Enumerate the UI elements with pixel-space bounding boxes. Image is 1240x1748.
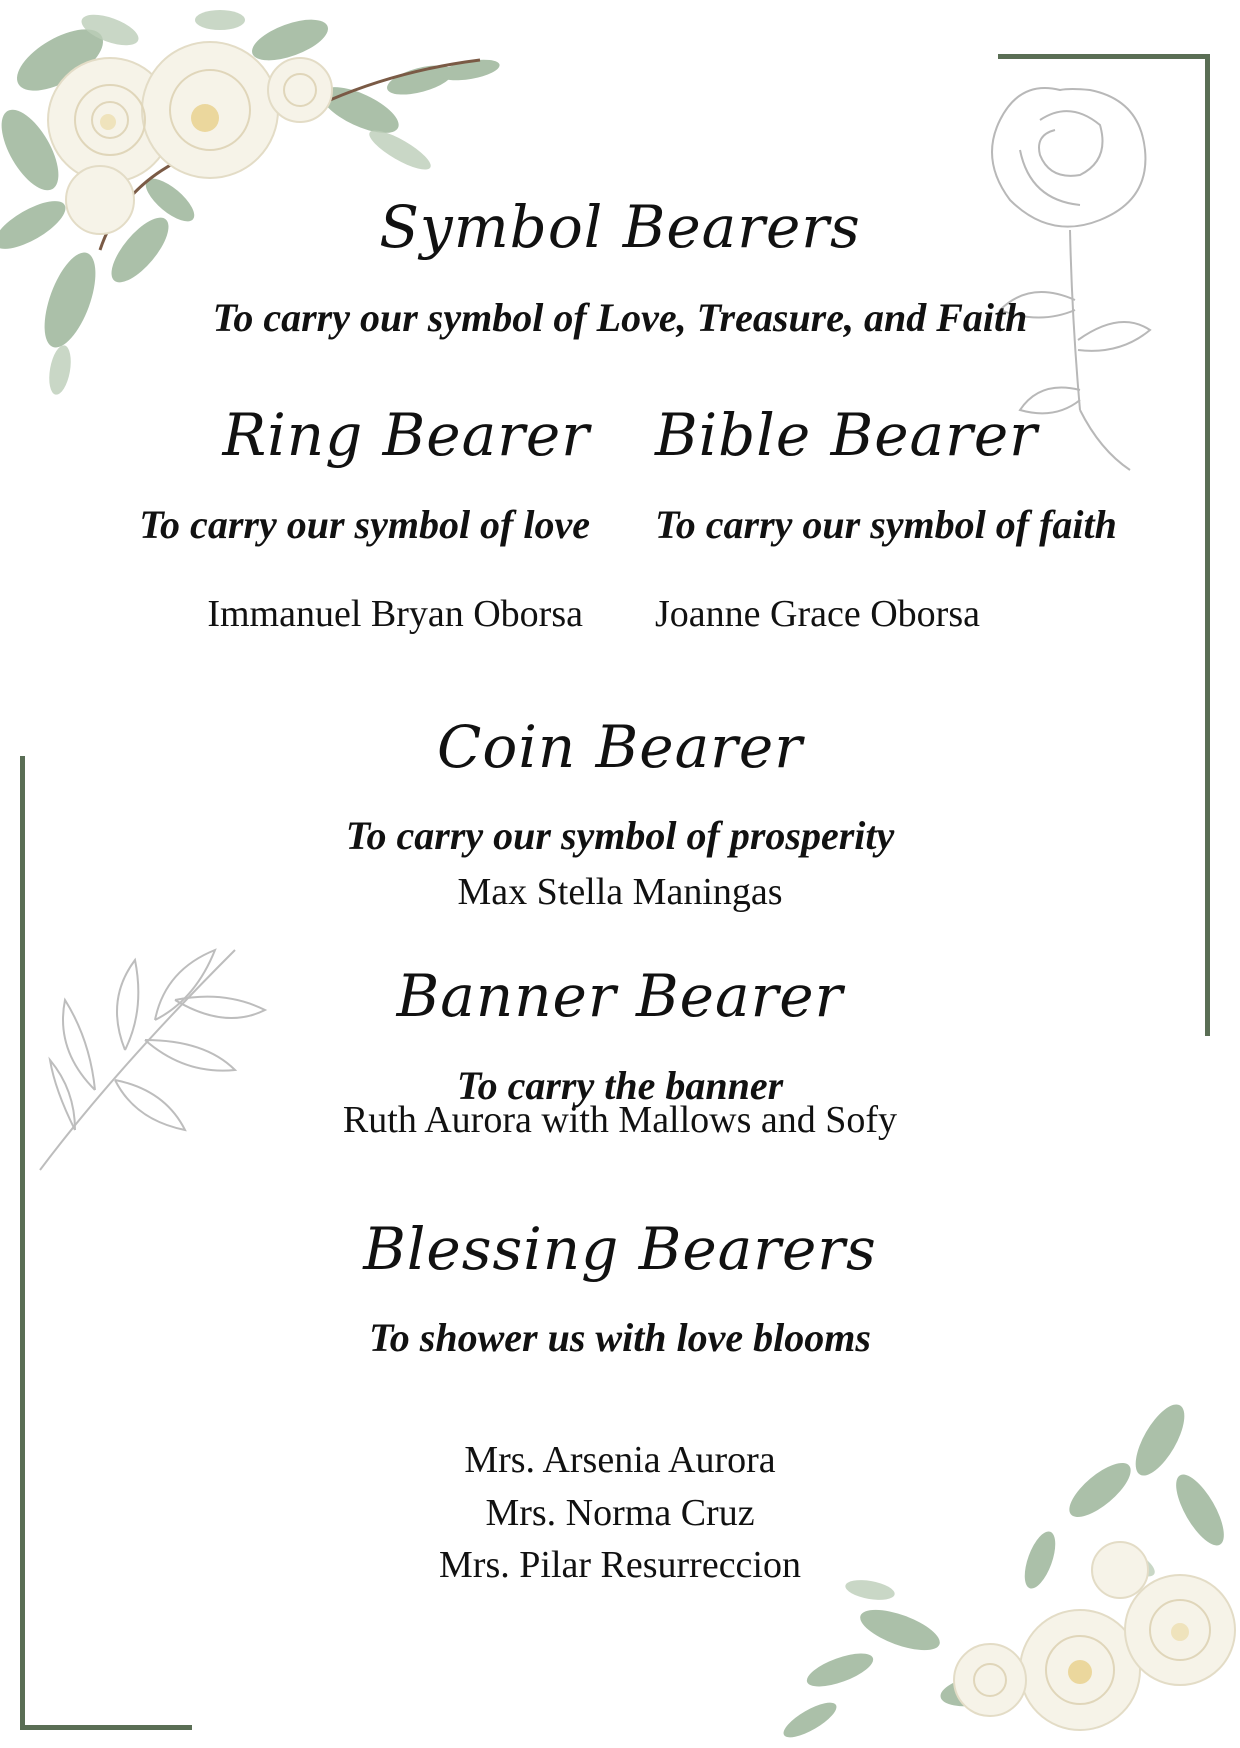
coin-bearer-name: Max Stella Maningas bbox=[457, 871, 783, 913]
coin-bearer-subtitle: To carry our symbol of prosperity bbox=[345, 813, 895, 858]
banner-bearer-name: Ruth Aurora with Mallows and Sofy bbox=[342, 1099, 898, 1141]
symbol-bearers-title: Symbol Bearers bbox=[379, 193, 861, 261]
blessing-bearer-name: Mrs. Pilar Resurreccion bbox=[439, 1544, 801, 1586]
bible-bearer-name: Joanne Grace Oborsa bbox=[655, 593, 980, 635]
ring-bearer-title: Ring Bearer bbox=[222, 401, 590, 469]
ring-bearer-subtitle: To carry our symbol of love bbox=[139, 502, 590, 547]
banner-bearer-subtitle: To carry the banner bbox=[456, 1063, 784, 1108]
frame-bottom-left-horizontal bbox=[20, 1725, 192, 1730]
blessing-bearer-name: Mrs. Norma Cruz bbox=[485, 1492, 755, 1534]
frame-top-right-horizontal bbox=[998, 54, 1210, 59]
coin-bearer-title: Coin Bearer bbox=[437, 713, 803, 781]
ring-bearer-name: Immanuel Bryan Oborsa bbox=[207, 593, 583, 635]
bible-bearer-title: Bible Bearer bbox=[655, 401, 1038, 469]
bible-bearer-subtitle: To carry our symbol of faith bbox=[655, 502, 1117, 547]
blessing-bearers-subtitle: To shower us with love blooms bbox=[369, 1315, 871, 1360]
blessing-bearers-title: Blessing Bearers bbox=[363, 1215, 877, 1283]
banner-bearer-title: Banner Bearer bbox=[396, 962, 844, 1030]
blessing-bearer-name: Mrs. Arsenia Aurora bbox=[464, 1439, 776, 1481]
symbol-bearers-subtitle: To carry our symbol of Love, Treasure, and Faith bbox=[212, 295, 1028, 340]
